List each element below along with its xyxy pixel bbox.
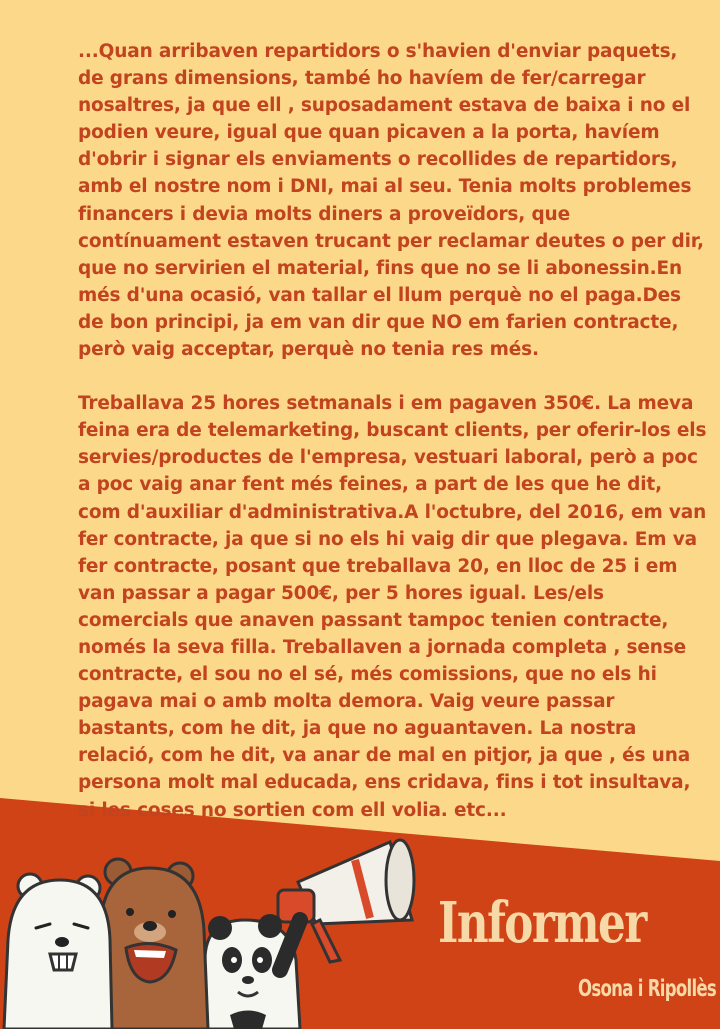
story-text — [78, 38, 708, 824]
story-paragraph-2: Treballava 25 hores setmanals i em pagaven 350€. La meva feina era de telemarketing, buscant clients, per oferir-los els servies/productes de l'empresa, vestuari laboral, però a poc a poc vaig anar fent més feines, a part de les que he dit, com d'auxiliar d'administrativa.A l'octubre, del 2016, em van fer contracte, ja que si no els hi vaig dir que plegava. Em va fer contracte, posant que treballava 20, en lloc de 25 i em van passar a pagar 500€, per 5 hores igual. Les/els comercials que anaven passant tampoc tenien contracte, només la seva filla. Treballaven a jornada completa , sense contracte, el sou no el sé, més comissions, que no els hi pagava mai o amb molta demora. Vaig veure passar bastants, com he dit, ja que no aguantaven. La nostra relació, com he dit, va anar de mal en pitjor, ja que , és una persona molt mal educada, ens cridava, fins i tot insultava, si les coses no sortien com ell volia. etc... — [78, 393, 707, 821]
polar-bear-icon — [4, 874, 112, 1029]
region-label: Osona i Ripollès — [578, 976, 717, 1002]
story-paragraph-1: ...Quan arribaven repartidors o s'havien d'enviar paquets, de grans dimensions, també ho havíem de fer/carregar nosaltres, ja que ell , suposadament estava de baixa i no el podien veure, igual que quan picaven a la porta, havíem d'obrir i signar els enviaments o recollides de repartidors, amb el nostre nom i DNI, mai al seu. Tenia molts problemes financers i devia molts diners a proveïdors, que contínuament estaven trucant per reclamar deutes o per dir, que no servirien el material, fins que no se li abonessin.En més d'una ocasió, van tallar el llum perquè no el paga.Des de bon principi, ja em van dir que NO em farien contracte, però vaig acceptar, perquè no tenia res més. — [78, 41, 704, 361]
bears-illustration — [0, 820, 420, 1029]
grizzly-bear-icon — [98, 859, 208, 1029]
brand-logo-text: Informer — [438, 890, 646, 956]
panda-bear-icon — [205, 914, 300, 1029]
